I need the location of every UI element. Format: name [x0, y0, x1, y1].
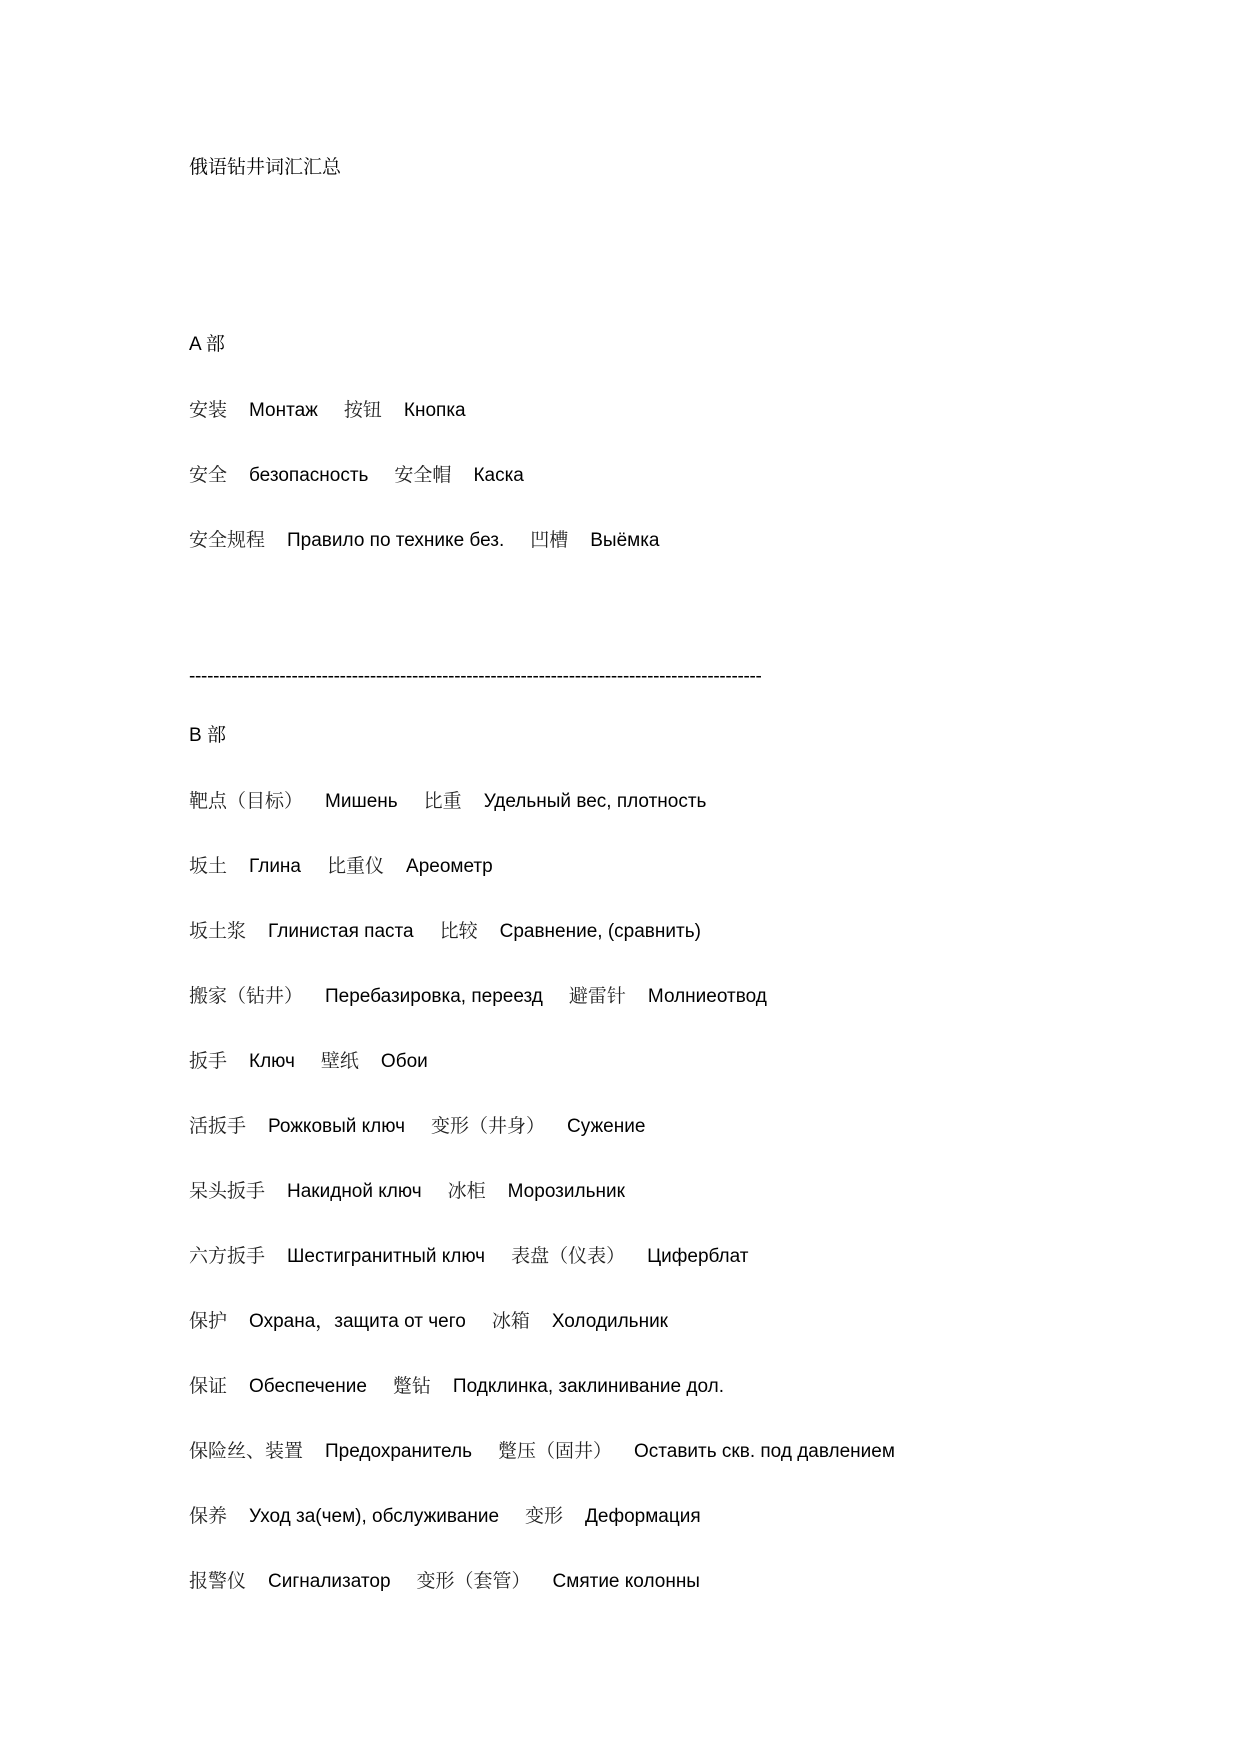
term-chinese: 冰柜	[447, 1180, 486, 1202]
vocab-row	[189, 527, 660, 554]
term-chinese: 变形（井身）	[431, 1115, 546, 1137]
term-russian: Сигнализатор	[268, 1571, 391, 1592]
section-a-heading: A 部	[189, 334, 225, 355]
term-russian: Сужение	[567, 1116, 646, 1137]
term-russian: Уход за(чем), обслуживание	[249, 1506, 500, 1527]
document-title: 俄语钻井词汇汇总	[189, 156, 342, 178]
term-russian: Предохранитель	[325, 1441, 472, 1462]
term-russian: Циферблат	[647, 1246, 749, 1267]
term-chinese: 保险丝、装置	[189, 1440, 304, 1462]
term-russian: Правило по технике без.	[287, 530, 505, 551]
vocab-row	[189, 397, 466, 424]
term-chinese: 比重仪	[327, 855, 385, 877]
vocab-row	[189, 788, 706, 815]
term-russian: Сравнение, (сравнить)	[499, 921, 701, 942]
term-russian: Ключ	[249, 1051, 295, 1072]
term-russian: Охрана，защита от чего	[249, 1311, 466, 1332]
term-russian: Глина	[249, 856, 301, 877]
vocab-row	[189, 1373, 724, 1400]
term-chinese: 比重	[423, 790, 462, 812]
vocab-row	[189, 853, 493, 880]
term-russian: Холодильник	[551, 1311, 668, 1332]
term-chinese: 比较	[439, 920, 478, 942]
term-chinese: 呆头扳手	[189, 1180, 266, 1202]
section-separator: -----------------------------------------------------------------------------------------------	[189, 666, 762, 687]
term-russian: Глинистая паста	[268, 921, 414, 942]
term-chinese: 活扳手	[189, 1115, 247, 1137]
term-chinese: 冰箱	[491, 1310, 530, 1332]
term-chinese: 蹩钻	[392, 1375, 431, 1397]
term-russian: Шестигранитный ключ	[287, 1246, 486, 1267]
vocab-row	[189, 1308, 668, 1335]
term-russian: Обои	[380, 1051, 428, 1072]
term-russian: Оставить скв. под давлением	[634, 1441, 895, 1462]
term-chinese: 六方扳手	[189, 1245, 266, 1267]
term-chinese: 扳手	[189, 1050, 228, 1072]
term-chinese: 保护	[189, 1310, 228, 1332]
term-russian: Морозильник	[507, 1181, 625, 1202]
term-chinese: 安全规程	[189, 529, 266, 551]
term-russian: Удельный вес, плотность	[483, 791, 707, 812]
vocab-row	[189, 1113, 645, 1140]
term-russian: Перебазировка, переезд	[325, 986, 543, 1007]
term-chinese: 保证	[189, 1375, 228, 1397]
vocab-row	[189, 918, 701, 945]
vocab-row	[189, 1048, 428, 1075]
vocab-row	[189, 1503, 701, 1530]
term-chinese: 保养	[189, 1505, 228, 1527]
term-chinese: 变形（套管）	[416, 1570, 531, 1592]
term-chinese: 坂土浆	[189, 920, 247, 942]
term-russian: Монтаж	[249, 400, 318, 421]
term-russian: Каска	[473, 465, 524, 486]
vocab-row	[189, 1178, 625, 1205]
vocab-row	[189, 1568, 700, 1595]
vocab-row	[189, 1243, 749, 1270]
term-chinese: 凹槽	[530, 529, 569, 551]
term-chinese: 蹩压（固井）	[497, 1440, 612, 1462]
term-russian: Молниеотвод	[647, 986, 767, 1007]
term-russian: Накидной ключ	[287, 1181, 422, 1202]
term-russian: Деформация	[585, 1506, 701, 1527]
term-chinese: 安装	[189, 399, 228, 421]
term-chinese: 按钮	[343, 399, 382, 421]
term-chinese: 安全	[189, 464, 228, 486]
term-russian: Смятие колонны	[552, 1571, 700, 1592]
section-b-heading: B 部	[189, 725, 226, 746]
term-chinese: 靶点（目标）	[189, 790, 304, 812]
term-chinese: 报警仪	[189, 1570, 247, 1592]
vocab-row	[189, 1438, 895, 1465]
term-chinese: 避雷针	[568, 985, 626, 1007]
term-chinese: 壁纸	[320, 1050, 359, 1072]
term-russian: безопасность	[249, 465, 369, 486]
term-russian: Мишень	[325, 791, 398, 812]
term-russian: Кнопка	[403, 400, 466, 421]
term-chinese: 搬家（钻井）	[189, 985, 304, 1007]
term-russian: Ареометр	[406, 856, 493, 877]
vocab-row	[189, 983, 767, 1010]
term-chinese: 坂土	[189, 855, 228, 877]
term-russian: Рожковый ключ	[268, 1116, 405, 1137]
term-chinese: 安全帽	[394, 464, 452, 486]
term-russian: Обеспечение	[249, 1376, 367, 1397]
vocab-row	[189, 462, 524, 489]
term-chinese: 表盘（仪表）	[511, 1245, 626, 1267]
term-russian: Подклинка, заклинивание дол.	[452, 1376, 724, 1397]
term-chinese: 变形	[525, 1505, 564, 1527]
term-russian: Выёмка	[590, 530, 660, 551]
